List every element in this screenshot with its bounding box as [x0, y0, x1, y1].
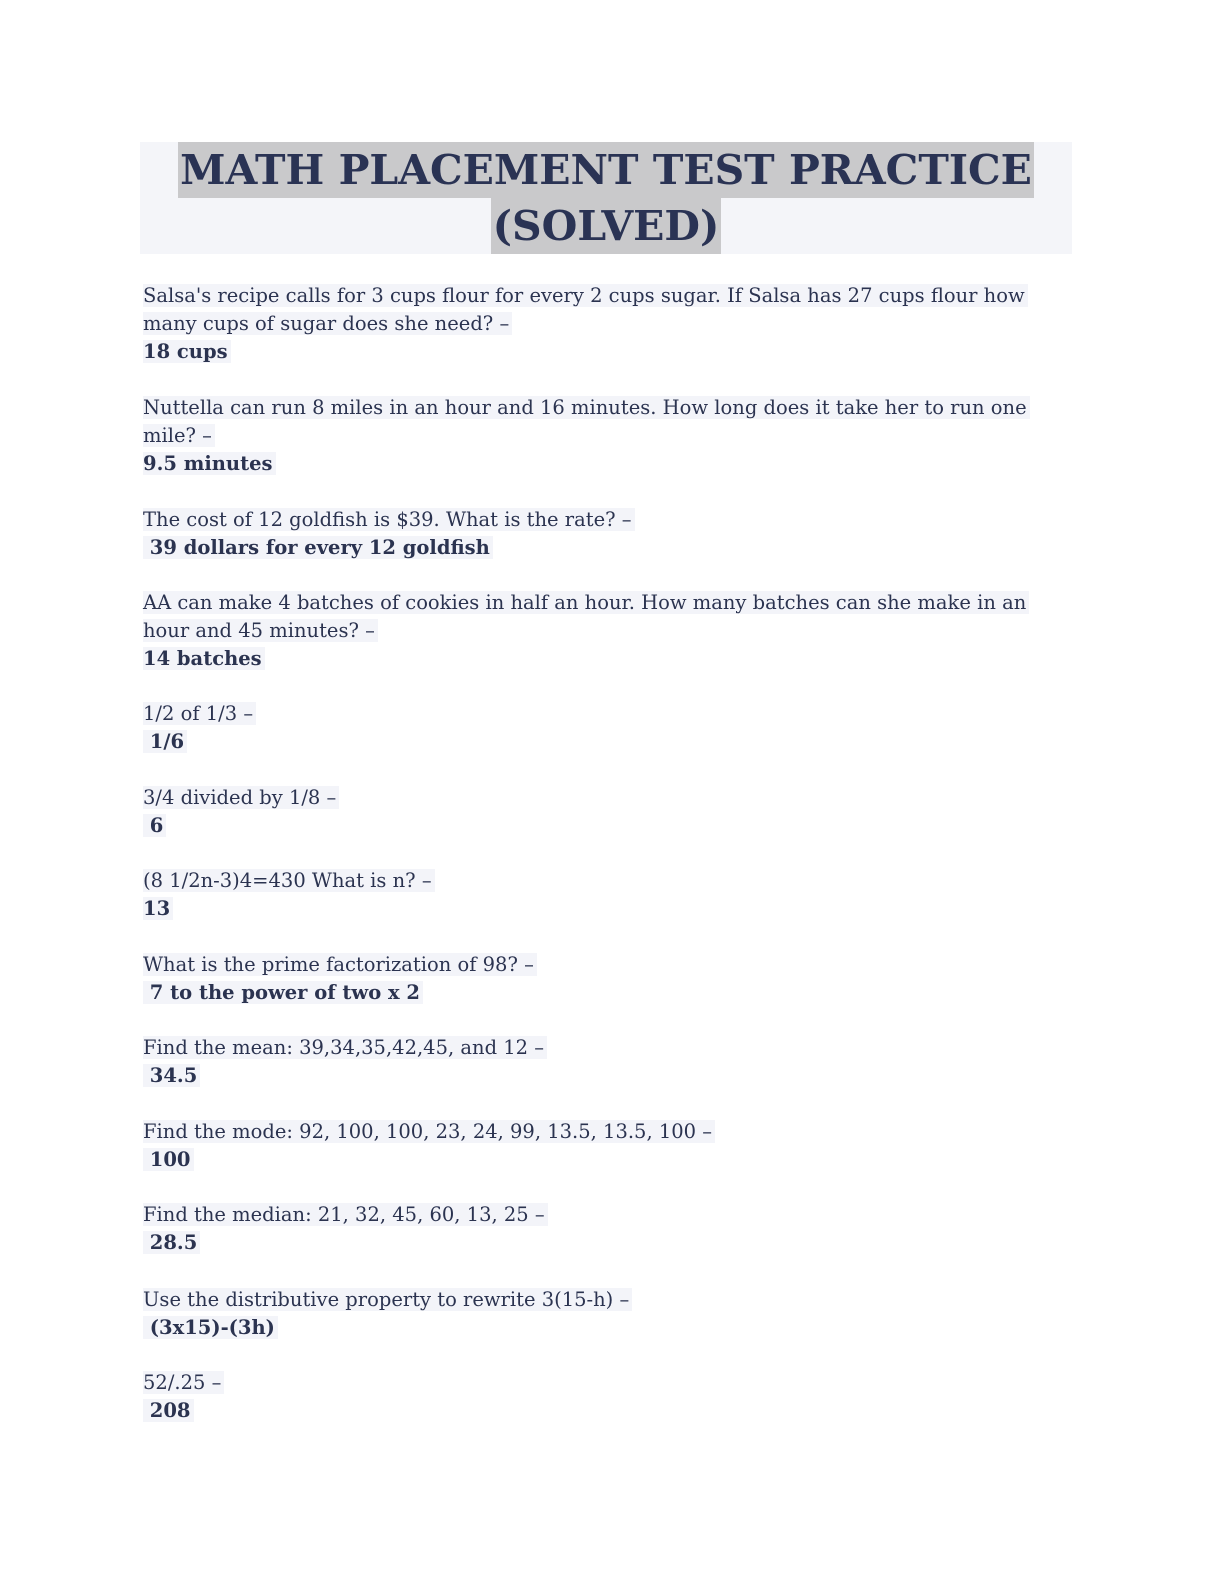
- question-line: The cost of 12 goldfish is $39. What is the rate? –: [143, 508, 635, 531]
- qa-item-12: [143, 1286, 1043, 1342]
- qa-item-5: [143, 700, 1043, 756]
- question-line: AA can make 4 batches of cookies in half an hour. How many batches can she make in an: [143, 591, 1029, 614]
- question-line: mile? –: [143, 424, 215, 447]
- answer: 34.5: [143, 1064, 200, 1087]
- qa-item-13: [143, 1369, 1043, 1425]
- answer: (3x15)-(3h): [143, 1316, 278, 1339]
- qa-item-4: [143, 589, 1043, 673]
- question-line: Find the median: 21, 32, 45, 60, 13, 25 –: [143, 1203, 548, 1226]
- answer: 18 cups: [143, 340, 231, 363]
- question-line: hour and 45 minutes? –: [143, 619, 378, 642]
- answer: 14 batches: [143, 647, 265, 670]
- answer: 6: [143, 814, 166, 837]
- answer: 208: [143, 1399, 194, 1422]
- answer: 28.5: [143, 1231, 200, 1254]
- question-line: Find the mode: 92, 100, 100, 23, 24, 99, 13.5, 13.5, 100 –: [143, 1120, 715, 1143]
- answer: 1/6: [143, 730, 187, 753]
- question-line: (8 1/2n-3)4=430 What is n? –: [143, 869, 435, 892]
- qa-item-11: [143, 1201, 1043, 1257]
- question-line: 1/2 of 1/3 –: [143, 702, 256, 725]
- answer: 100: [143, 1148, 194, 1171]
- question-line: many cups of sugar does she need? –: [143, 312, 512, 335]
- qa-item-8: [143, 951, 1043, 1007]
- question-line: What is the prime factorization of 98? –: [143, 953, 537, 976]
- qa-item-7: [143, 867, 1043, 923]
- qa-item-1: [143, 282, 1043, 366]
- qa-item-3: [143, 506, 1043, 562]
- question-line: 3/4 divided by 1/8 –: [143, 786, 339, 809]
- question-line: Salsa's recipe calls for 3 cups flour for every 2 cups sugar. If Salsa has 27 cups flour how: [143, 284, 1028, 307]
- qa-item-9: [143, 1034, 1043, 1090]
- answer: 39 dollars for every 12 goldfish: [143, 536, 493, 559]
- qa-item-6: [143, 784, 1043, 840]
- qa-item-2: [143, 394, 1043, 478]
- title-line-1: MATH PLACEMENT TEST PRACTICE: [178, 142, 1034, 198]
- question-line: Use the distributive property to rewrite 3(15-h) –: [143, 1288, 632, 1311]
- answer: 7 to the power of two x 2: [143, 981, 423, 1004]
- qa-item-10: [143, 1118, 1043, 1174]
- question-line: Nuttella can run 8 miles in an hour and 16 minutes. How long does it take her to run one: [143, 396, 1030, 419]
- question-line: 52/.25 –: [143, 1371, 224, 1394]
- question-line: Find the mean: 39,34,35,42,45, and 12 –: [143, 1036, 547, 1059]
- answer: 13: [143, 897, 173, 920]
- document-title: [140, 142, 1072, 254]
- answer: 9.5 minutes: [143, 452, 276, 475]
- title-line-2: (SOLVED): [491, 198, 722, 254]
